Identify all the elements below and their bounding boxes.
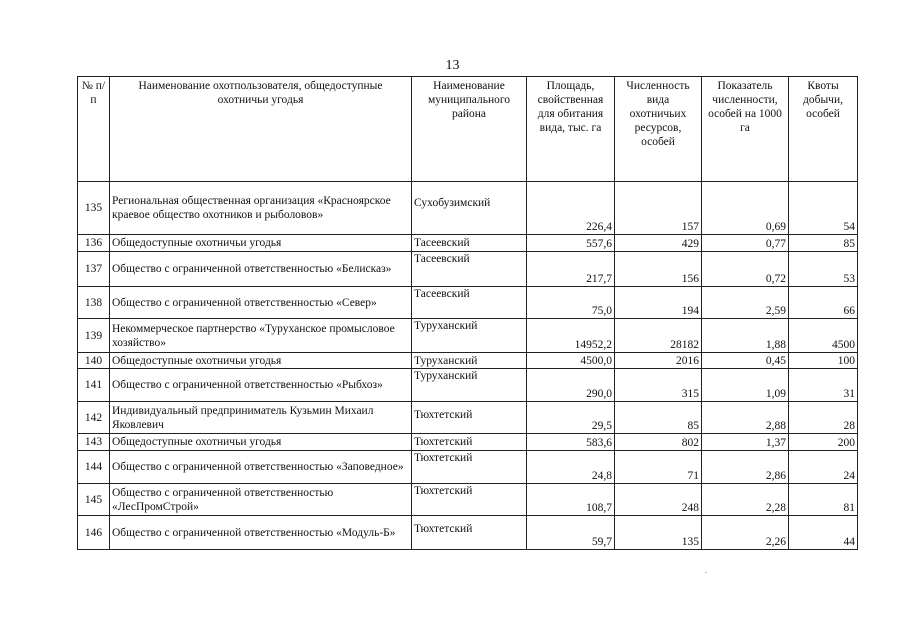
row-quota: 28 <box>789 402 858 434</box>
row-quota: 100 <box>789 353 858 369</box>
row-area: 24,8 <box>527 451 615 484</box>
table-row <box>78 287 858 319</box>
row-user-name: Общедоступные охотничьи угодья <box>110 434 412 451</box>
header-density: Показатель численности, особей на 1000 га <box>702 77 789 182</box>
row-number: 135 <box>78 182 110 235</box>
row-user-name: Общество с ограниченной ответственностью «Модуль-Б» <box>110 516 412 550</box>
row-number: 142 <box>78 402 110 434</box>
header-user-name: Наименование охотпользователя, общедоступные охотничьи угодья <box>110 77 412 182</box>
row-district: Туруханский <box>412 319 527 353</box>
table-row <box>78 182 858 235</box>
table-row <box>78 402 858 434</box>
header-number: № п/п <box>78 77 110 182</box>
row-district: Тюхтетский <box>412 402 527 434</box>
row-user-name: Общество с ограниченной ответственностью «Заповедное» <box>110 451 412 484</box>
row-count: 85 <box>615 402 702 434</box>
row-number: 138 <box>78 287 110 319</box>
row-district: Сухобузимский <box>412 182 527 235</box>
row-quota: 85 <box>789 235 858 252</box>
row-quota: 44 <box>789 516 858 550</box>
row-density: 2,86 <box>702 451 789 484</box>
row-count: 28182 <box>615 319 702 353</box>
table-row <box>78 516 858 550</box>
row-area: 14952,2 <box>527 319 615 353</box>
header-count: Численность вида охотничьих ресурсов, особей <box>615 77 702 182</box>
row-density: 1,88 <box>702 319 789 353</box>
table-row <box>78 434 858 451</box>
row-area: 75,0 <box>527 287 615 319</box>
row-district: Тюхтетский <box>412 434 527 451</box>
row-district: Тасеевский <box>412 235 527 252</box>
page-number: 13 <box>445 58 460 73</box>
row-user-name: Некоммерческое партнерство «Туруханское промысловое хозяйство» <box>110 319 412 353</box>
table-row <box>78 451 858 484</box>
row-quota: 53 <box>789 252 858 287</box>
table-row <box>78 319 858 353</box>
table-header-row <box>78 77 858 182</box>
row-density: 2,88 <box>702 402 789 434</box>
header-district: Наименование муниципального района <box>412 77 527 182</box>
row-district: Туруханский <box>412 353 527 369</box>
row-user-name: Общество с ограниченной ответственностью «Рыбхоз» <box>110 369 412 402</box>
table-row <box>78 353 858 369</box>
row-user-name: Региональная общественная организация «Красноярское краевое общество охотников и рыболовов» <box>110 182 412 235</box>
row-count: 71 <box>615 451 702 484</box>
hunting-quota-table <box>77 76 858 550</box>
row-area: 29,5 <box>527 402 615 434</box>
row-count: 157 <box>615 182 702 235</box>
row-district: Тюхтетский <box>412 451 527 484</box>
row-district: Туруханский <box>412 369 527 402</box>
row-district: Тасеевский <box>412 252 527 287</box>
row-number: 139 <box>78 319 110 353</box>
row-number: 143 <box>78 434 110 451</box>
row-count: 2016 <box>615 353 702 369</box>
row-area: 226,4 <box>527 182 615 235</box>
row-quota: 24 <box>789 451 858 484</box>
row-count: 194 <box>615 287 702 319</box>
row-density: 2,59 <box>702 287 789 319</box>
row-density: 2,26 <box>702 516 789 550</box>
row-quota: 200 <box>789 434 858 451</box>
header-quota: Квоты добычи, особей <box>789 77 858 182</box>
row-quota: 66 <box>789 287 858 319</box>
scan-speck <box>705 572 707 573</box>
row-area: 557,6 <box>527 235 615 252</box>
row-district: Тасеевский <box>412 287 527 319</box>
row-number: 141 <box>78 369 110 402</box>
row-user-name: Общество с ограниченной ответственностью «ЛесПромСтрой» <box>110 484 412 516</box>
table-row <box>78 369 858 402</box>
row-count: 315 <box>615 369 702 402</box>
row-user-name: Общедоступные охотничьи угодья <box>110 235 412 252</box>
row-number: 145 <box>78 484 110 516</box>
row-number: 140 <box>78 353 110 369</box>
row-user-name: Общедоступные охотничьи угодья <box>110 353 412 369</box>
table-row <box>78 235 858 252</box>
row-user-name: Общество с ограниченной ответственностью «Север» <box>110 287 412 319</box>
row-area: 290,0 <box>527 369 615 402</box>
row-density: 1,37 <box>702 434 789 451</box>
row-count: 802 <box>615 434 702 451</box>
row-count: 156 <box>615 252 702 287</box>
row-district: Тюхтетский <box>412 516 527 550</box>
row-area: 4500,0 <box>527 353 615 369</box>
row-number: 137 <box>78 252 110 287</box>
row-count: 248 <box>615 484 702 516</box>
row-density: 0,77 <box>702 235 789 252</box>
row-density: 0,72 <box>702 252 789 287</box>
row-number: 146 <box>78 516 110 550</box>
row-quota: 54 <box>789 182 858 235</box>
row-quota: 81 <box>789 484 858 516</box>
row-count: 135 <box>615 516 702 550</box>
row-density: 0,69 <box>702 182 789 235</box>
table-row <box>78 484 858 516</box>
row-area: 583,6 <box>527 434 615 451</box>
row-count: 429 <box>615 235 702 252</box>
row-density: 0,45 <box>702 353 789 369</box>
row-district: Тюхтетский <box>412 484 527 516</box>
header-area: Площадь, свойственная для обитания вида, тыс. га <box>527 77 615 182</box>
row-number: 144 <box>78 451 110 484</box>
row-area: 217,7 <box>527 252 615 287</box>
row-user-name: Индивидуальный предприниматель Кузьмин Михаил Яковлевич <box>110 402 412 434</box>
row-density: 1,09 <box>702 369 789 402</box>
row-quota: 4500 <box>789 319 858 353</box>
row-area: 108,7 <box>527 484 615 516</box>
row-number: 136 <box>78 235 110 252</box>
row-user-name: Общество с ограниченной ответственностью «Белисказ» <box>110 252 412 287</box>
row-area: 59,7 <box>527 516 615 550</box>
row-quota: 31 <box>789 369 858 402</box>
table-row <box>78 252 858 287</box>
row-density: 2,28 <box>702 484 789 516</box>
